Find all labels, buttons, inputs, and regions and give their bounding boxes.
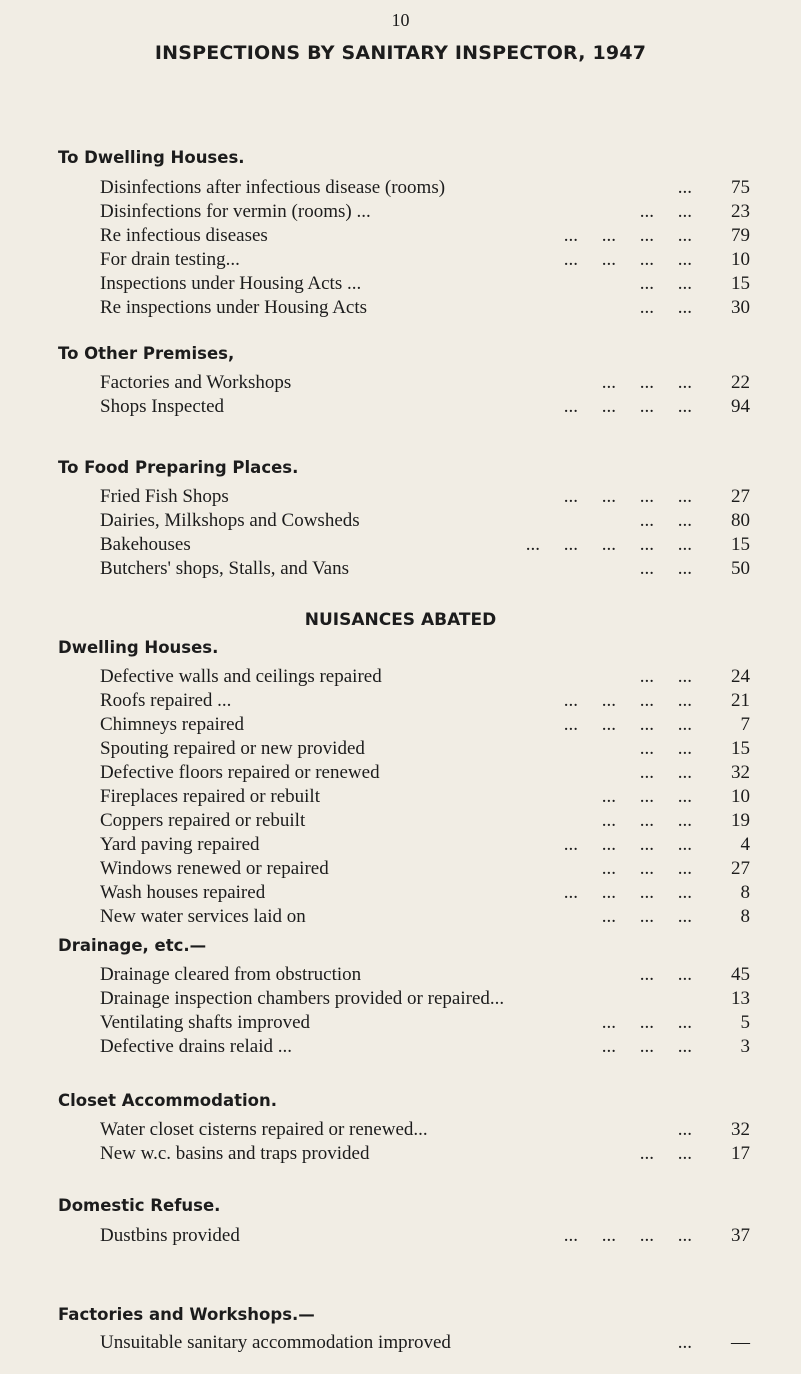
list-item	[100, 833, 750, 857]
leader-dots: ... ...	[639, 273, 692, 294]
item-label: Bakehouses	[100, 534, 191, 555]
item-label: Re infectious diseases	[100, 225, 268, 246]
leader-dots: ...	[677, 177, 692, 198]
list-item	[100, 176, 750, 200]
item-label: Wash houses repaired	[100, 882, 266, 903]
item-label: New water services laid on	[100, 906, 306, 927]
item-label: Disinfections after infectious disease (rooms)	[100, 177, 446, 198]
item-count: 19	[731, 810, 750, 831]
leader-dots: ... ...	[639, 666, 692, 687]
leader-dots: ... ... ... ... ...	[525, 534, 692, 555]
item-count: 94	[731, 396, 750, 417]
leader-dots: ... ... ... ...	[563, 396, 692, 417]
item-label: Disinfections for vermin (rooms) ...	[100, 201, 371, 222]
leader-dots: ... ...	[639, 1143, 692, 1164]
item-label: Re inspections under Housing Acts	[100, 297, 368, 318]
leader-dots: ... ... ... ...	[563, 690, 692, 711]
list-item	[100, 509, 750, 533]
item-count: 8	[740, 882, 750, 903]
list-item	[100, 1011, 750, 1035]
item-label: Spouting repaired or new provided	[100, 738, 365, 759]
leader-dots: ... ... ...	[601, 372, 692, 393]
item-count: 21	[731, 690, 750, 711]
item-count: 27	[731, 486, 750, 507]
item-label: Yard paving repaired	[100, 834, 260, 855]
item-label: Ventilating shafts improved	[100, 1012, 311, 1033]
section-heading-other-premises: To Other Premises,	[58, 344, 235, 363]
leader-dots: ... ... ... ...	[563, 834, 692, 855]
item-label: Factories and Workshops	[100, 372, 292, 393]
leader-dots: ... ...	[639, 201, 692, 222]
list-item	[100, 371, 750, 395]
list-item	[100, 248, 750, 272]
list-item	[100, 857, 750, 881]
item-label: Dustbins provided	[100, 1225, 240, 1246]
item-label: Fried Fish Shops	[100, 486, 229, 507]
item-count: 10	[731, 249, 750, 270]
item-count: 17	[731, 1143, 750, 1164]
section-heading-closet: Closet Accommodation.	[58, 1091, 277, 1110]
item-label: Drainage inspection chambers provided or repaired...	[100, 988, 505, 1009]
leader-dots: ... ...	[639, 558, 692, 579]
item-count: 7	[740, 714, 750, 735]
list-item	[100, 665, 750, 689]
item-count: 5	[740, 1012, 750, 1033]
leader-dots: ... ... ... ...	[563, 486, 692, 507]
item-count: 15	[731, 738, 750, 759]
item-count: 3	[740, 1036, 750, 1057]
item-count: 10	[731, 786, 750, 807]
item-label: New w.c. basins and traps provided	[100, 1143, 370, 1164]
item-count: 27	[731, 858, 750, 879]
item-count: 37	[731, 1225, 750, 1246]
list-item	[100, 905, 750, 929]
leader-dots: ... ...	[639, 297, 692, 318]
leader-dots: ... ... ...	[601, 858, 692, 879]
leader-dots: ... ... ...	[601, 1012, 692, 1033]
item-label: Chimneys repaired	[100, 714, 245, 735]
leader-dots: ... ... ... ...	[563, 249, 692, 270]
page-title: INSPECTIONS BY SANITARY INSPECTOR, 1947	[154, 42, 647, 64]
section-heading-drainage: Drainage, etc.—	[58, 936, 207, 955]
nuisances-title: NUISANCES ABATED	[304, 610, 497, 630]
item-label: Inspections under Housing Acts ...	[100, 273, 362, 294]
item-label: Drainage cleared from obstruction	[100, 964, 362, 985]
leader-dots: ... ...	[639, 738, 692, 759]
list-item	[100, 785, 750, 809]
item-count: 80	[731, 510, 750, 531]
leader-dots: ... ... ... ...	[563, 714, 692, 735]
list-item	[100, 881, 750, 905]
list-item	[100, 761, 750, 785]
item-count: —	[731, 1332, 750, 1353]
leader-dots: ... ...	[639, 510, 692, 531]
section-heading-factories: Factories and Workshops.—	[58, 1305, 315, 1324]
item-count: 13	[731, 988, 750, 1009]
item-label: Windows renewed or repaired	[100, 858, 329, 879]
item-label: Defective floors repaired or renewed	[100, 762, 380, 783]
item-label: Defective drains relaid ...	[100, 1036, 293, 1057]
list-item	[100, 1331, 750, 1355]
item-count: 32	[731, 762, 750, 783]
item-count: 22	[731, 372, 750, 393]
list-item	[100, 963, 750, 987]
item-label: Defective walls and ceilings repaired	[100, 666, 382, 687]
item-count: 50	[731, 558, 750, 579]
leader-dots: ... ... ... ...	[563, 882, 692, 903]
section-heading-dwelling-houses: To Dwelling Houses.	[58, 148, 245, 167]
list-item	[100, 737, 750, 761]
list-item	[100, 1142, 750, 1166]
item-count: 23	[731, 201, 750, 222]
list-item	[100, 987, 750, 1011]
list-item	[100, 1224, 750, 1248]
leader-dots: ... ...	[639, 762, 692, 783]
leader-dots: ... ... ...	[601, 1036, 692, 1057]
item-label: Shops Inspected	[100, 396, 225, 417]
item-count: 15	[731, 534, 750, 555]
list-item	[100, 395, 750, 419]
list-item	[100, 557, 750, 581]
item-count: 4	[740, 834, 750, 855]
item-label: Coppers repaired or rebuilt	[100, 810, 306, 831]
leader-dots: ... ... ... ...	[563, 225, 692, 246]
list-item	[100, 533, 750, 557]
item-label: Dairies, Milkshops and Cowsheds	[100, 510, 360, 531]
item-count: 8	[740, 906, 750, 927]
item-count: 75	[731, 177, 750, 198]
item-label: Fireplaces repaired or rebuilt	[100, 786, 320, 807]
page-number: 10	[391, 10, 410, 30]
item-label: Unsuitable sanitary accommodation improved	[100, 1332, 451, 1353]
item-label: For drain testing...	[100, 249, 240, 270]
leader-dots: ...	[677, 1332, 692, 1353]
item-count: 32	[731, 1119, 750, 1140]
leader-dots: ... ... ...	[601, 786, 692, 807]
leader-dots: ... ... ...	[601, 810, 692, 831]
list-item	[100, 200, 750, 224]
list-item	[100, 224, 750, 248]
list-item	[100, 809, 750, 833]
list-item	[100, 1035, 750, 1059]
section-heading-refuse: Domestic Refuse.	[58, 1196, 221, 1215]
list-item	[100, 689, 750, 713]
item-count: 15	[731, 273, 750, 294]
list-item	[100, 485, 750, 509]
leader-dots: ... ...	[639, 964, 692, 985]
item-count: 30	[731, 297, 750, 318]
list-item	[100, 713, 750, 737]
section-heading-food-places: To Food Preparing Places.	[58, 458, 299, 477]
item-count: 24	[731, 666, 750, 687]
list-item	[100, 272, 750, 296]
item-label: Water closet cisterns repaired or renewed...	[100, 1119, 428, 1140]
item-label: Roofs repaired ...	[100, 690, 232, 711]
item-count: 45	[731, 964, 750, 985]
list-item	[100, 296, 750, 320]
leader-dots: ...	[677, 1119, 692, 1140]
list-item	[100, 1118, 750, 1142]
item-count: 79	[731, 225, 750, 246]
leader-dots: ... ... ... ...	[563, 1225, 692, 1246]
section-heading-nuisance-dwelling: Dwelling Houses.	[58, 638, 219, 657]
leader-dots: ... ... ...	[601, 906, 692, 927]
item-label: Butchers' shops, Stalls, and Vans	[100, 558, 350, 579]
